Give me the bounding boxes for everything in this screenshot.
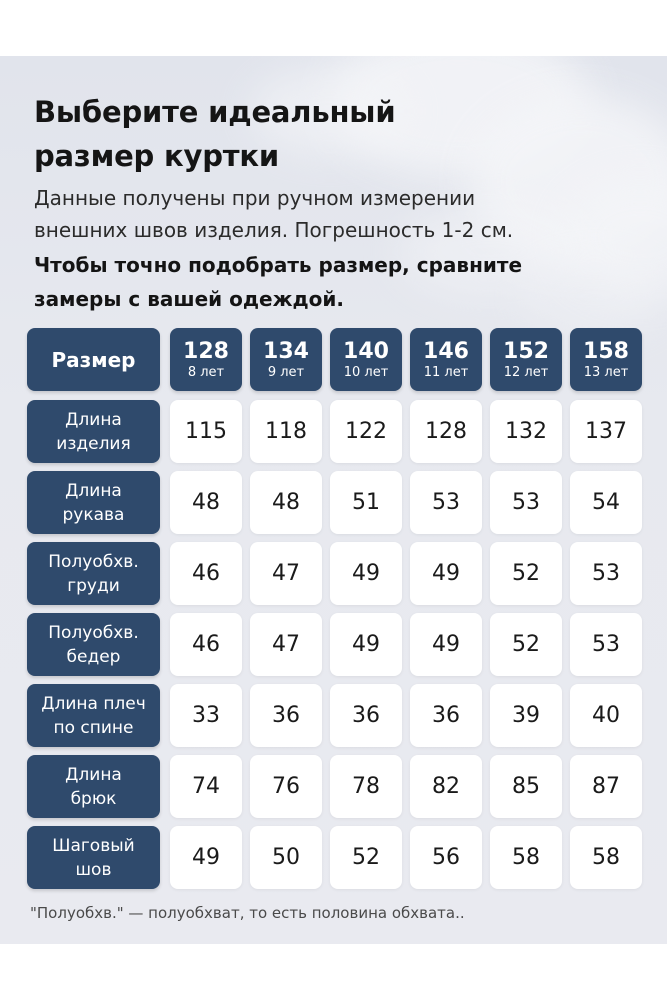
- size-number: 146: [423, 338, 469, 364]
- table-cell: 52: [330, 826, 402, 889]
- table-cell: 49: [330, 542, 402, 605]
- table-cell: 33: [170, 684, 242, 747]
- row-label-line: Длина плеч: [41, 693, 146, 714]
- row-label-line: Шаговый: [52, 835, 135, 856]
- row-label-1: [27, 471, 160, 534]
- page-title: [34, 90, 395, 178]
- row-label-0: [27, 400, 160, 463]
- table-cell: 128: [410, 400, 482, 463]
- table-cell: 53: [570, 542, 642, 605]
- row-label-line: шов: [75, 859, 112, 880]
- table-cell: 47: [250, 542, 322, 605]
- table-cell: 51: [330, 471, 402, 534]
- row-label-2: [27, 542, 160, 605]
- row-label-line: Длина: [65, 764, 122, 785]
- size-header-2: [330, 328, 402, 391]
- table-cell: 52: [490, 542, 562, 605]
- row-label-line: Длина: [65, 480, 122, 501]
- row-label-line: брюк: [70, 788, 117, 809]
- size-age: 13 лет: [583, 364, 629, 380]
- table-cell: 46: [170, 613, 242, 676]
- table-cell: 39: [490, 684, 562, 747]
- note-line-2: замеры с вашей одеждой.: [34, 287, 345, 311]
- table-cell: 87: [570, 755, 642, 818]
- size-header-corner: Размер: [27, 328, 160, 391]
- size-age: 8 лет: [187, 364, 225, 380]
- size-header-0: [170, 328, 242, 391]
- row-label-6: [27, 826, 160, 889]
- title-line-2: размер куртки: [34, 139, 279, 173]
- row-label-line: бедер: [66, 646, 121, 667]
- table-cell: 36: [250, 684, 322, 747]
- table-cell: 49: [330, 613, 402, 676]
- size-number: 152: [503, 338, 549, 364]
- table-cell: 49: [410, 613, 482, 676]
- table-cell: 53: [490, 471, 562, 534]
- size-header-1: [250, 328, 322, 391]
- table-cell: 49: [410, 542, 482, 605]
- title-line-1: Выберите идеальный: [34, 95, 396, 129]
- size-header-5: [570, 328, 642, 391]
- table-cell: 49: [170, 826, 242, 889]
- table-cell: 36: [410, 684, 482, 747]
- row-label-line: Длина: [65, 409, 122, 430]
- table-cell: 132: [490, 400, 562, 463]
- table-cell: 52: [490, 613, 562, 676]
- row-label-line: Полуобхв.: [48, 622, 139, 643]
- table-cell: 56: [410, 826, 482, 889]
- size-number: 128: [183, 338, 229, 364]
- description: [34, 182, 513, 246]
- table-cell: 46: [170, 542, 242, 605]
- size-number: 134: [263, 338, 309, 364]
- size-header-4: [490, 328, 562, 391]
- row-label-line: изделия: [56, 433, 131, 454]
- table-cell: 76: [250, 755, 322, 818]
- footer-note: "Полуобхв." — полуобхват, то есть половина обхвата..: [30, 904, 465, 922]
- table-cell: 48: [250, 471, 322, 534]
- size-age: 12 лет: [503, 364, 549, 380]
- note-line-1: Чтобы точно подобрать размер, сравните: [34, 253, 523, 277]
- cloud-decoration: [520, 256, 667, 336]
- table-cell: 53: [410, 471, 482, 534]
- row-label-line: рукава: [62, 504, 125, 525]
- description-line-1: Данные получены при ручном измерении: [34, 186, 476, 210]
- table-cell: 36: [330, 684, 402, 747]
- row-label-5: [27, 755, 160, 818]
- row-label-line: по спине: [53, 717, 134, 738]
- size-header-3: [410, 328, 482, 391]
- table-cell: 48: [170, 471, 242, 534]
- size-age: 9 лет: [267, 364, 305, 380]
- size-number: 140: [343, 338, 389, 364]
- description-line-2: внешних швов изделия. Погрешность 1-2 см.: [34, 218, 514, 242]
- size-age: 11 лет: [423, 364, 469, 380]
- row-label-line: груди: [67, 575, 120, 596]
- table-cell: 85: [490, 755, 562, 818]
- table-cell: 58: [490, 826, 562, 889]
- table-cell: 50: [250, 826, 322, 889]
- row-label-3: [27, 613, 160, 676]
- row-label-line: Полуобхв.: [48, 551, 139, 572]
- bold-note: [34, 248, 522, 316]
- table-cell: 58: [570, 826, 642, 889]
- table-cell: 118: [250, 400, 322, 463]
- size-age: 10 лет: [343, 364, 389, 380]
- table-cell: 47: [250, 613, 322, 676]
- table-cell: 115: [170, 400, 242, 463]
- row-label-4: [27, 684, 160, 747]
- table-cell: 40: [570, 684, 642, 747]
- table-cell: 54: [570, 471, 642, 534]
- table-cell: 53: [570, 613, 642, 676]
- table-cell: 74: [170, 755, 242, 818]
- table-cell: 122: [330, 400, 402, 463]
- table-cell: 78: [330, 755, 402, 818]
- table-cell: 137: [570, 400, 642, 463]
- size-number: 158: [583, 338, 629, 364]
- table-cell: 82: [410, 755, 482, 818]
